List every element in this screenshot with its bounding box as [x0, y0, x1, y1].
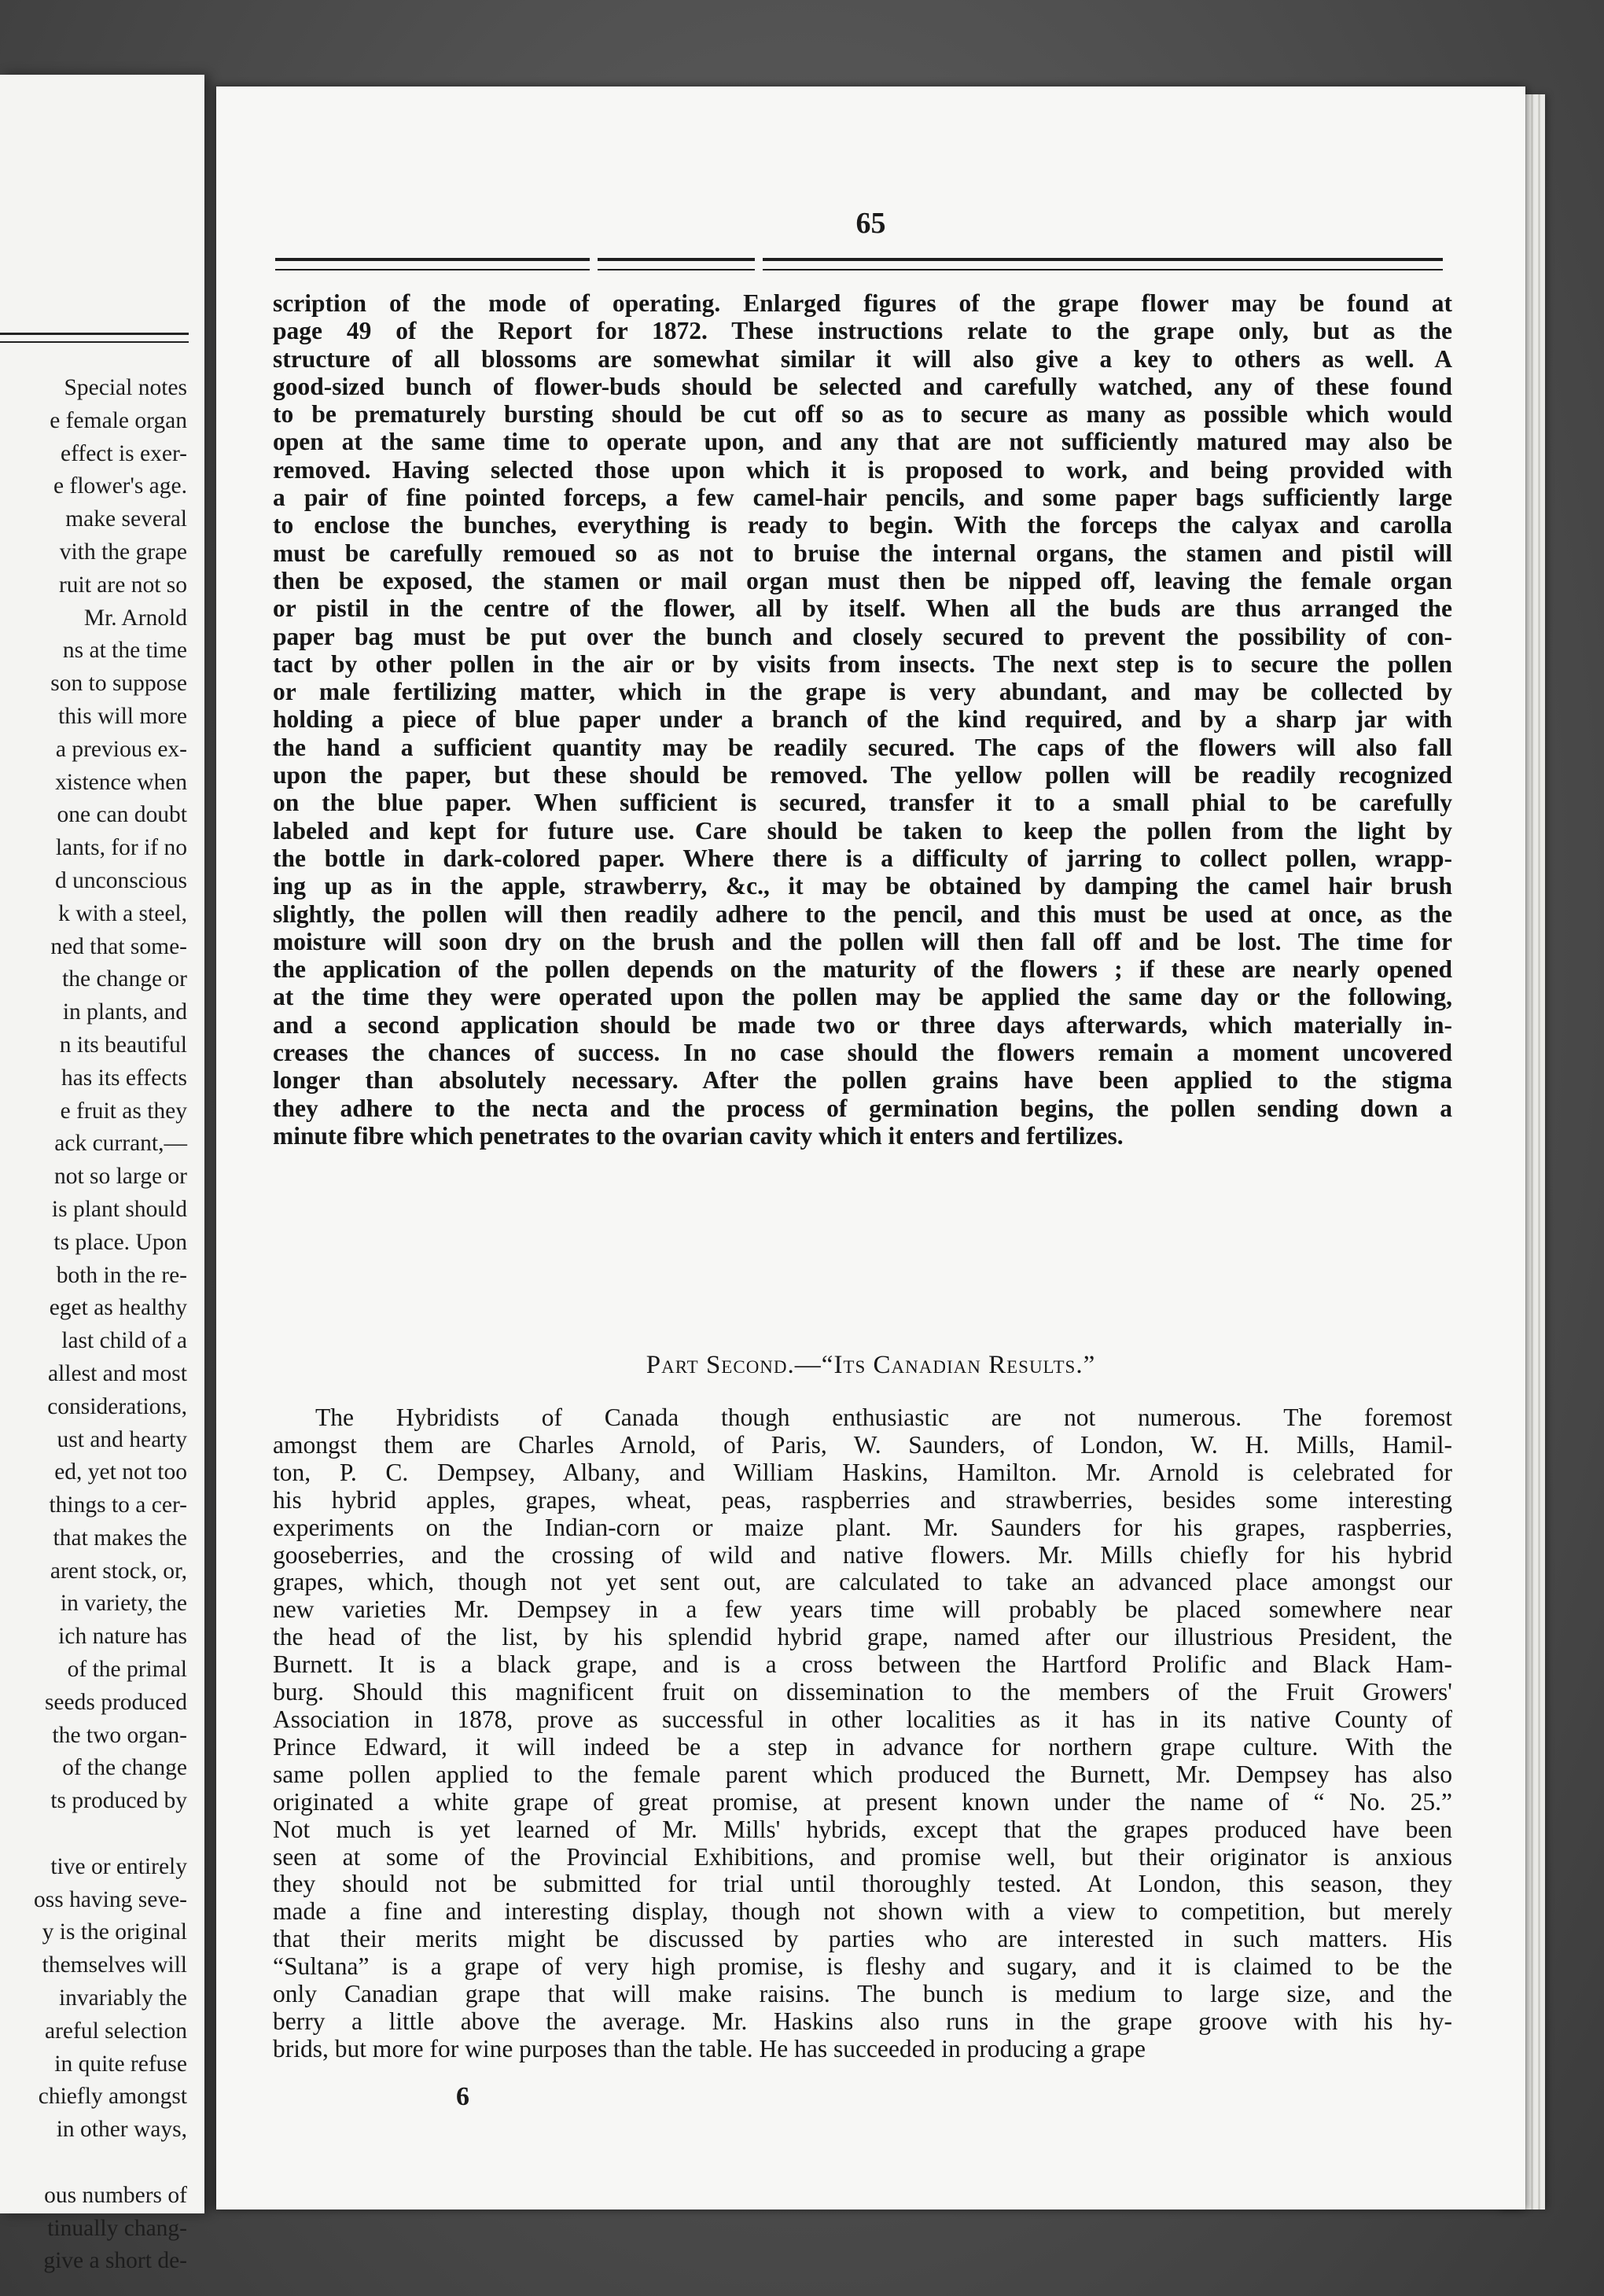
- text-line: Burnett. It is a black grape, and is a cross between the Hartford Prolific and Black Ham-: [273, 1650, 1452, 1679]
- text-line: originated a white grape of great promise, at present known under the name of “ No. 25.”: [273, 1787, 1452, 1816]
- left-page-line: oss having seve-: [34, 1886, 187, 1912]
- left-page-line: areful selection: [44, 2018, 187, 2044]
- section-heading-suffix: .”: [1076, 1351, 1096, 1379]
- left-page-line: make several: [65, 506, 187, 532]
- text-line: the hand a sufficient quantity may be readily secured. The caps of the flowers will also fall: [273, 733, 1452, 761]
- left-page-line: vith the grape: [59, 539, 187, 565]
- text-line: same pollen applied to the female parent which produced the Burnett, Mr. Dempsey has also: [273, 1760, 1452, 1788]
- text-line: “Sultana” is a grape of very high promise, is fleshy and sugary, and it is claimed to be the: [273, 1952, 1452, 1981]
- text-line: holding a piece of blue paper under a branch of the kind required, and by a sharp jar with: [273, 705, 1452, 734]
- left-page-line: the change or: [62, 966, 187, 992]
- text-line: berry a little above the average. Mr. Haskins also runs in the grape groove with his hy-: [273, 2007, 1452, 2035]
- text-line: new varieties Mr. Dempsey in a few years time will probably be placed somewhere near: [273, 1595, 1452, 1624]
- text-line: The Hybridists of Canada though enthusiastic are not numerous. The foremost: [315, 1404, 1452, 1431]
- text-line: amongst them are Charles Arnold, of Paris, W. Saunders, of London, W. H. Mills, Hamil-: [273, 1430, 1452, 1459]
- text-line: structure of all blossoms are somewhat similar it will also give a key to others as well. A: [273, 344, 1452, 373]
- text-line: to be prematurely bursting should be cut off so as to secure as many as possible which would: [273, 400, 1452, 429]
- text-line: Not much is yet learned of Mr. Mills' hybrids, except that the grapes produced have been: [273, 1815, 1452, 1843]
- left-page-line: effect is exer-: [60, 440, 187, 466]
- left-page-line: arent stock, or,: [50, 1558, 187, 1584]
- left-page-line: Special notes: [64, 375, 187, 400]
- right-page: [216, 86, 1525, 2210]
- section-heading-title: Its Canadian Results: [833, 1351, 1076, 1379]
- left-page-line: last child of a: [61, 1328, 187, 1354]
- left-page-line: in quite refuse: [54, 2051, 187, 2077]
- left-page-line: eget as healthy: [49, 1295, 187, 1321]
- text-line: made a fine and interesting display, though not shown with a view to competition, but merely: [273, 1897, 1452, 1926]
- text-line: only Canadian grape that will make raisins. The bunch is medium to large size, and the: [273, 1980, 1452, 2008]
- text-line: tact by other pollen in the air or by visits from insects. The next step is to secure the pollen: [273, 649, 1452, 678]
- text-line: good-sized bunch of flower-buds should be selected and carefully watched, any of these found: [273, 372, 1452, 400]
- text-line: they adhere to the necta and the process of germination begins, the pollen sending down a: [273, 1094, 1452, 1122]
- left-page-line: ed, yet not too: [54, 1459, 187, 1485]
- text-line: the head of the list, by his splendid hybrid grape, named after our illustrious President, the: [273, 1623, 1452, 1651]
- text-line: removed. Having selected those upon which it is proposed to work, and being provided with: [273, 455, 1452, 484]
- text-line: at the time they were operated upon the pollen may be applied the same day or the following,: [273, 983, 1452, 1011]
- left-page-line: the two organ-: [52, 1722, 187, 1748]
- left-page-line: ust and hearty: [57, 1426, 187, 1452]
- text-line: grapes, which, though not yet sent out, are calculated to take an advanced place amongst our: [273, 1568, 1452, 1596]
- left-page-line: y is the original: [42, 1919, 187, 1945]
- left-page-line: e female organ: [50, 407, 187, 433]
- left-page-line: son to suppose: [50, 671, 187, 697]
- left-page-line: xistence when: [55, 769, 187, 795]
- left-page-line: tinually chang-: [47, 2215, 187, 2241]
- text-line: slightly, the pollen will then readily adhere to the pencil, and this must be used at once, as the: [273, 900, 1452, 928]
- left-page-line: has its effects: [61, 1065, 187, 1091]
- left-page-line: of the primal: [67, 1657, 187, 1683]
- left-page-line: ts produced by: [50, 1788, 187, 1814]
- page-number: 65: [855, 207, 886, 240]
- left-page-line: both in the re-: [56, 1262, 187, 1288]
- left-page-line: ich nature has: [58, 1624, 187, 1650]
- text-line: the application of the pollen depends on the maturity of the flowers ; if these are nearly opened: [273, 955, 1452, 984]
- left-page-line: in other ways,: [56, 2117, 187, 2143]
- text-line: Association in 1878, prove as successful in other localities as it has in its native County of: [273, 1705, 1452, 1733]
- left-page-line: tive or entirely: [50, 1853, 187, 1879]
- text-line: a pair of fine pointed forceps, a few camel-hair pencils, and some paper bags sufficiently large: [273, 484, 1452, 512]
- left-page-line: give a short de-: [43, 2248, 187, 2274]
- text-line: then be exposed, the stamen or mail organ must then be nipped off, leaving the female organ: [273, 566, 1452, 594]
- left-page-line: allest and most: [48, 1360, 187, 1386]
- text-line: experiments on the Indian-corn or maize plant. Mr. Saunders for his grapes, raspberries,: [273, 1513, 1452, 1541]
- left-page-line: e flower's age.: [53, 473, 187, 499]
- left-page-line: d unconscious: [55, 867, 187, 893]
- header-rule: [275, 258, 1443, 270]
- text-line: and a second application should be made two or three days afterwards, which materially in-: [273, 1010, 1452, 1039]
- left-page-line: e fruit as they: [60, 1098, 187, 1124]
- left-page-line: k with a steel,: [58, 900, 187, 926]
- text-line: minute fibre which penetrates to the ovarian cavity which it enters and fertilizes.: [273, 1121, 1124, 1150]
- text-line: upon the paper, but these should be removed. The yellow pollen will be readily recognized: [273, 761, 1452, 789]
- text-line: longer than absolutely necessary. After the pollen grains have been applied to the stigma: [273, 1066, 1452, 1095]
- left-page-line: one can doubt: [57, 802, 187, 828]
- text-line: the bottle in dark-colored paper. Where there is a difficulty of jarring to collect pollen, wrapp-: [273, 844, 1452, 872]
- left-page-line: chiefly amongst: [38, 2084, 187, 2110]
- text-line: ton, P. C. Dempsey, Albany, and William Haskins, Hamilton. Mr. Arnold is celebrated for: [273, 1458, 1452, 1486]
- paragraph-hybridizing-instructions: [273, 289, 1452, 1150]
- section-heading-prefix: Part Second.—“: [646, 1351, 834, 1379]
- left-page-line: ack currant,—: [54, 1131, 187, 1157]
- left-page-line: of the change: [62, 1755, 187, 1781]
- left-page-line: invariably the: [58, 1985, 187, 2011]
- left-page-line: a previous ex-: [55, 736, 187, 762]
- left-page: [0, 75, 204, 2274]
- text-line: open at the same time to operate upon, and any that are not sufficiently matured may also be: [273, 428, 1452, 456]
- text-line: seen at some of the Provincial Exhibitions, and promise well, but their originator is anxious: [273, 1842, 1452, 1871]
- text-line: on the blue paper. When sufficient is secured, transfer it to a small phial to be carefully: [273, 789, 1452, 817]
- text-line: to enclose the bunches, everything is ready to begin. With the forceps the calyax and carolla: [273, 511, 1452, 539]
- left-page-line: [6, 1818, 187, 1851]
- text-line: ing up as in the apple, strawberry, &c., it may be obtained by damping the camel hair brush: [273, 872, 1452, 900]
- left-page-line: in plants, and: [62, 999, 187, 1025]
- text-line: Prince Edward, it will indeed be a step in advance for northern grape culture. With the: [273, 1732, 1452, 1761]
- text-line: scription of the mode of operating. Enlarged figures of the grape flower may be found at: [273, 289, 1452, 317]
- left-page-line: things to a cer-: [49, 1492, 187, 1518]
- left-page-line: Mr. Arnold: [83, 605, 187, 631]
- signature-folio: 6: [456, 2082, 469, 2111]
- left-page-line: ous numbers of: [44, 2182, 187, 2208]
- text-line: labeled and kept for future use. Care should be taken to keep the pollen from the light by: [273, 816, 1452, 844]
- left-page-line: themselves will: [42, 1952, 187, 1978]
- left-page-line: not so large or: [53, 1164, 187, 1190]
- left-page-line: in variety, the: [60, 1591, 187, 1617]
- text-line: brids, but more for wine purposes than the table. He has succeeded in producing a grape: [273, 2034, 1146, 2062]
- left-page-line: ts place. Upon: [53, 1229, 187, 1255]
- left-page-line: [6, 2147, 187, 2180]
- text-line: or pistil in the centre of the flower, all by itself. When all the buds are thus arranged the: [273, 594, 1452, 623]
- left-page-line: lants, for if no: [55, 835, 187, 861]
- text-line: must be carefully remoued so as not to bruise the internal organs, the stamen and pistil will: [273, 539, 1452, 567]
- text-line: his hybrid apples, grapes, wheat, peas, raspberries and strawberries, besides some interesting: [273, 1485, 1452, 1514]
- left-page-line: seeds produced: [44, 1689, 187, 1715]
- left-page-line: ruit are not so: [58, 572, 187, 598]
- text-line: moisture will soon dry on the brush and the pollen will then fall off and be lost. The time for: [273, 927, 1452, 955]
- text-line: creases the chances of success. In no case should the flowers remain a moment uncovered: [273, 1039, 1452, 1067]
- left-page-text-column: [6, 372, 187, 2278]
- left-page-header-rule: [0, 333, 189, 343]
- left-page-line: ned that some-: [50, 933, 187, 959]
- left-page-line: this will more: [58, 703, 187, 729]
- left-page-line: considerations,: [47, 1393, 187, 1419]
- text-line: page 49 of the Report for 1872. These instructions relate to the grape only, but as the: [273, 317, 1452, 345]
- left-page-line: ns at the time: [62, 638, 187, 664]
- section-heading: [216, 1351, 1525, 1380]
- text-line: or male fertilizing matter, which in the grape is very abundant, and may be collected by: [273, 678, 1452, 706]
- text-line: paper bag must be put over the bunch and closely secured to prevent the possibility of con-: [273, 622, 1452, 650]
- left-page-line: is plant should: [51, 1196, 187, 1222]
- left-page-line: n its beautiful: [59, 1032, 187, 1058]
- text-line: they should not be submitted for trial until thoroughly tested. At London, this season, they: [273, 1870, 1452, 1898]
- left-page-line: that makes the: [53, 1525, 187, 1551]
- paragraph-canadian-hybridists: [273, 1404, 1452, 2063]
- text-line: burg. Should this magnificent fruit on dissemination to the members of the Fruit Growers': [273, 1678, 1452, 1706]
- text-line: gooseberries, and the crossing of wild and native flowers. Mr. Mills chiefly for his hybrid: [273, 1540, 1452, 1569]
- text-line: that their merits might be discussed by parties who are interested in such matters. His: [273, 1925, 1452, 1953]
